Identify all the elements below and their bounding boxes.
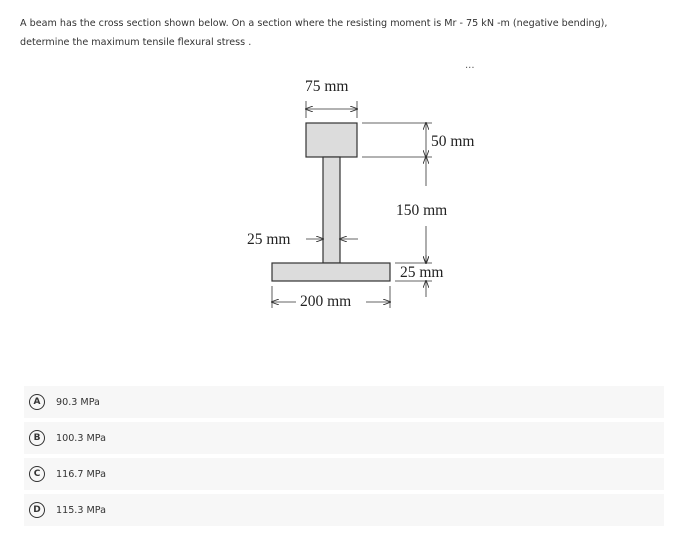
more-options-icon[interactable]: ... [465, 60, 475, 71]
label-top-flange-height: 50 mm [431, 133, 475, 150]
option-a-letter: A [29, 394, 45, 410]
top-flange [306, 123, 357, 157]
option-b-text: 100.3 MPa [56, 432, 107, 444]
option-d-letter: D [29, 502, 45, 518]
label-bottom-flange-thickness: 25 mm [400, 264, 444, 281]
question-line-2: determine the maximum tensile flexural stress . [20, 37, 252, 48]
option-a[interactable] [24, 386, 664, 418]
label-top-flange-width: 75 mm [305, 78, 349, 95]
option-c[interactable] [24, 458, 664, 490]
option-d[interactable] [24, 494, 664, 526]
option-b[interactable] [24, 422, 664, 454]
option-d-text: 115.3 MPa [56, 504, 107, 516]
option-c-letter: C [29, 466, 45, 482]
option-a-text: 90.3 MPa [56, 396, 100, 408]
label-bottom-flange-width: 200 mm [300, 293, 352, 310]
question-line-1: A beam has the cross section shown below. On a section where the resisting moment is Mr - 75 kN -m (negative bending), [20, 18, 608, 29]
bottom-flange [272, 263, 390, 281]
web [323, 157, 340, 263]
option-b-letter: B [29, 430, 45, 446]
label-web-thickness: 25 mm [247, 231, 291, 248]
label-web-height: 150 mm [396, 202, 448, 219]
option-c-text: 116.7 MPa [56, 468, 107, 480]
